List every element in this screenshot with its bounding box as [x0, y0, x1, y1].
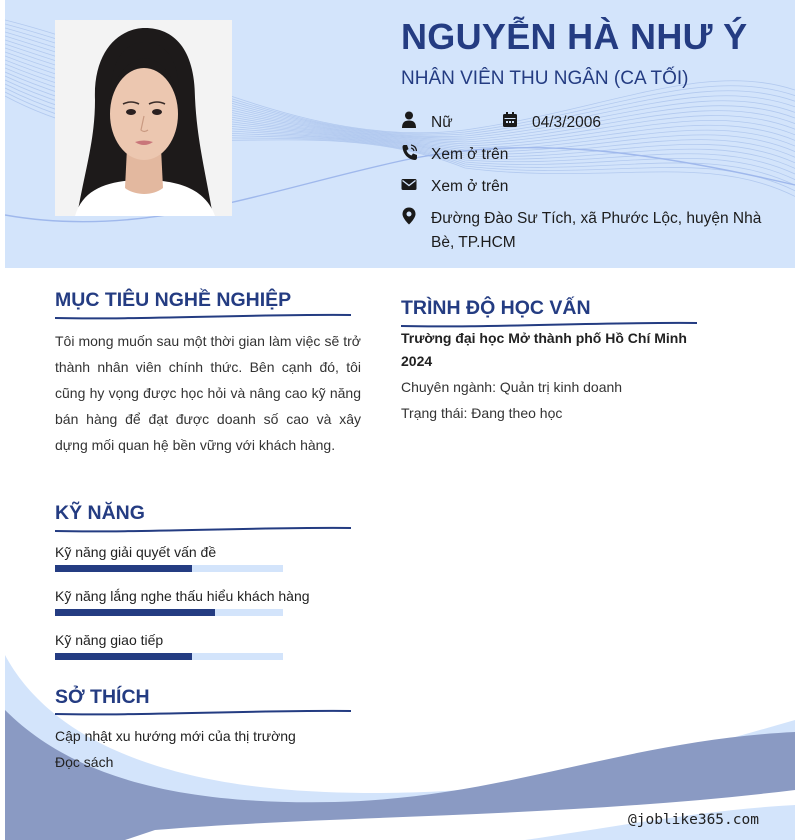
hobby-item: Cập nhật xu hướng mới của thị trường	[55, 728, 296, 744]
skill-bar-fill	[55, 653, 192, 660]
education-major: Chuyên ngành: Quản trị kinh doanh	[401, 379, 623, 395]
skill-bar	[55, 609, 283, 616]
job-title: NHÂN VIÊN THU NGÂN (CA TỐI)	[401, 68, 689, 89]
phone-icon	[401, 143, 417, 161]
address-info	[401, 207, 781, 257]
education-underline	[401, 319, 697, 329]
education-school: Trường đại học Mở thành phố Hồ Chí Minh	[401, 330, 687, 346]
skill-bar	[55, 653, 283, 660]
skill-label: Kỹ năng giải quyết vấn đề	[55, 544, 217, 560]
education-status: Trạng thái: Đang theo học	[401, 405, 563, 421]
skill-bar-fill	[55, 609, 215, 616]
cv-page	[5, 0, 795, 840]
watermark-credit: @joblike365.com	[628, 812, 759, 828]
email-value: Xem ở trên	[431, 178, 509, 195]
calendar-icon	[502, 111, 518, 129]
birthday-value: 04/3/2006	[532, 114, 601, 131]
hobbies-title: SỞ THÍCH	[55, 686, 150, 708]
education-title: TRÌNH ĐỘ HỌC VẤN	[401, 297, 591, 319]
skill-bar-fill	[55, 565, 192, 572]
objective-text: Tôi mong muốn sau một thời gian làm việc sẽ trở thành nhân viên chính thức. Bên cạnh đó, tôi cũng hy vọng được học hỏi và nâng cao kỹ năng bán hàng để đạt được doanh số cao và xây dựng mối quan hệ bền vững với khách hàng.	[55, 333, 361, 453]
objective-underline	[55, 311, 351, 321]
skills-underline	[55, 524, 351, 534]
hobbies-underline	[55, 707, 351, 717]
objective-title: MỤC TIÊU NGHỀ NGHIỆP	[55, 289, 292, 311]
phone-value: Xem ở trên	[431, 146, 509, 163]
phone-info	[401, 143, 601, 167]
email-info	[401, 175, 601, 199]
skill-bar	[55, 565, 283, 572]
user-icon	[401, 111, 417, 129]
address-value: Đường Đào Sư Tích, xã Phước Lộc, huyện Nhà Bè, TP.HCM	[431, 210, 762, 251]
skill-label: Kỹ năng lắng nghe thấu hiểu khách hàng	[55, 588, 310, 604]
portrait-image	[55, 20, 232, 216]
skills-title: KỸ NĂNG	[55, 502, 145, 524]
gender-value: Nữ	[431, 114, 453, 131]
hobby-item: Đọc sách	[55, 754, 114, 770]
envelope-icon	[401, 175, 417, 193]
candidate-name: NGUYỄN HÀ NHƯ Ý	[401, 16, 748, 57]
skill-label: Kỹ năng giao tiếp	[55, 632, 164, 648]
birthday-info	[502, 111, 642, 135]
profile-photo	[55, 20, 232, 216]
education-year: 2024	[401, 353, 433, 369]
map-pin-icon	[401, 207, 417, 225]
